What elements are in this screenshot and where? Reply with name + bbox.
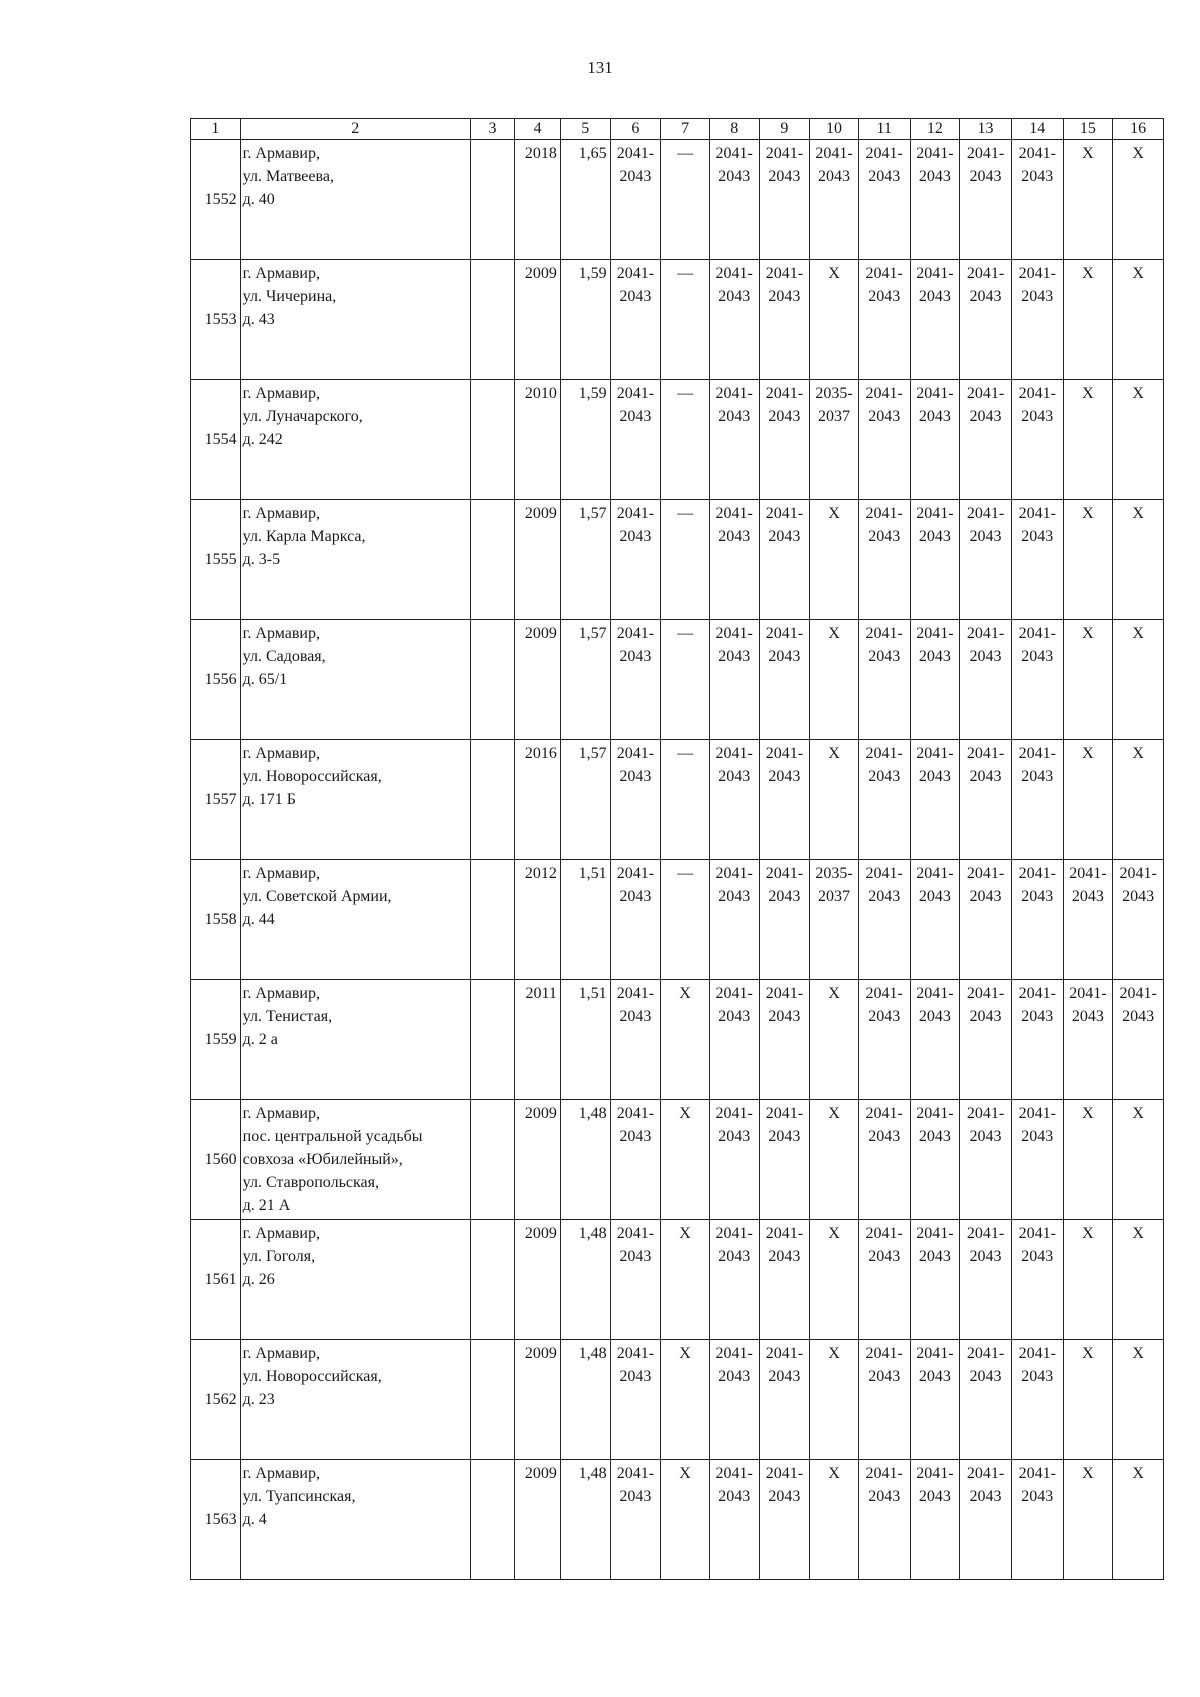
period-cell: 2041- 2043 bbox=[858, 980, 910, 1100]
period-cell: 2041- 2043 bbox=[910, 980, 960, 1100]
address-cell: г. Армавир, ул. Чичерина, д. 43 bbox=[240, 260, 470, 380]
column-header: 2 bbox=[240, 119, 470, 140]
period-cell: 2041- 2043 bbox=[1011, 380, 1063, 500]
period-cell: X bbox=[1063, 1100, 1113, 1220]
period-cell: 2041- 2043 bbox=[610, 740, 661, 860]
period-cell: 2041- 2043 bbox=[858, 620, 910, 740]
coefficient-cell: 1,59 bbox=[560, 380, 610, 500]
period-cell: 2041- 2043 bbox=[910, 260, 960, 380]
column-header: 8 bbox=[709, 119, 759, 140]
period-cell: 2041- 2043 bbox=[759, 860, 810, 980]
period-cell: X bbox=[1113, 620, 1164, 740]
period-cell: 2041- 2043 bbox=[610, 1340, 661, 1460]
period-cell: X bbox=[810, 500, 859, 620]
period-cell: 2041- 2043 bbox=[610, 260, 661, 380]
period-cell: X bbox=[810, 1460, 859, 1580]
column-header: 4 bbox=[515, 119, 561, 140]
year-cell: 2016 bbox=[515, 740, 561, 860]
row-number: 1563 bbox=[191, 1460, 241, 1580]
period-cell: 2041- 2043 bbox=[759, 380, 810, 500]
period-cell: X bbox=[1063, 500, 1113, 620]
period-cell: 2041- 2043 bbox=[610, 1100, 661, 1220]
period-cell: 2041- 2043 bbox=[759, 980, 810, 1100]
period-cell: 2041- 2043 bbox=[1113, 860, 1164, 980]
column-header: 6 bbox=[610, 119, 661, 140]
address-cell: г. Армавир, ул. Туапсинская, д. 4 bbox=[240, 1460, 470, 1580]
period-cell: 2041- 2043 bbox=[960, 860, 1012, 980]
period-cell: 2041- 2043 bbox=[910, 140, 960, 260]
coefficient-cell: 1,65 bbox=[560, 140, 610, 260]
row-number: 1555 bbox=[191, 500, 241, 620]
period-cell: 2041- 2043 bbox=[858, 860, 910, 980]
row-number: 1561 bbox=[191, 1220, 241, 1340]
coefficient-cell: 1,57 bbox=[560, 740, 610, 860]
period-cell: X bbox=[1113, 1340, 1164, 1460]
year-cell: 2010 bbox=[515, 380, 561, 500]
period-cell: 2035- 2037 bbox=[810, 380, 859, 500]
period-cell: 2041- 2043 bbox=[810, 140, 859, 260]
period-cell: 2041- 2043 bbox=[759, 1460, 810, 1580]
period-cell: X bbox=[1113, 1220, 1164, 1340]
period-cell: 2041- 2043 bbox=[709, 1220, 759, 1340]
period-cell: 2041- 2043 bbox=[960, 260, 1012, 380]
period-cell: 2041- 2043 bbox=[858, 1340, 910, 1460]
period-cell: 2041- 2043 bbox=[759, 500, 810, 620]
period-cell: — bbox=[661, 260, 710, 380]
period-cell: X bbox=[810, 620, 859, 740]
period-cell: 2041- 2043 bbox=[709, 980, 759, 1100]
row-number: 1556 bbox=[191, 620, 241, 740]
table-row bbox=[191, 1460, 1164, 1580]
empty-cell bbox=[470, 1220, 515, 1340]
period-cell: 2041- 2043 bbox=[1011, 980, 1063, 1100]
header-row bbox=[191, 119, 1164, 140]
address-cell: г. Армавир, ул. Новороссийская, д. 23 bbox=[240, 1340, 470, 1460]
year-cell: 2009 bbox=[515, 260, 561, 380]
column-header: 9 bbox=[759, 119, 810, 140]
coefficient-cell: 1,48 bbox=[560, 1220, 610, 1340]
table-row bbox=[191, 1100, 1164, 1220]
period-cell: 2041- 2043 bbox=[759, 140, 810, 260]
period-cell: 2041- 2043 bbox=[910, 860, 960, 980]
period-cell: 2041- 2043 bbox=[910, 500, 960, 620]
year-cell: 2009 bbox=[515, 620, 561, 740]
table-row bbox=[191, 740, 1164, 860]
row-number: 1557 bbox=[191, 740, 241, 860]
period-cell: 2041- 2043 bbox=[610, 500, 661, 620]
column-header: 5 bbox=[560, 119, 610, 140]
period-cell: X bbox=[810, 1100, 859, 1220]
period-cell: 2041- 2043 bbox=[1063, 860, 1113, 980]
period-cell: 2041- 2043 bbox=[610, 140, 661, 260]
period-cell: 2041- 2043 bbox=[960, 1100, 1012, 1220]
period-cell: — bbox=[661, 620, 710, 740]
period-cell: X bbox=[661, 1220, 710, 1340]
column-header: 1 bbox=[191, 119, 241, 140]
empty-cell bbox=[470, 1340, 515, 1460]
column-header: 14 bbox=[1011, 119, 1063, 140]
year-cell: 2009 bbox=[515, 1100, 561, 1220]
period-cell: 2041- 2043 bbox=[1011, 1460, 1063, 1580]
period-cell: 2041- 2043 bbox=[709, 260, 759, 380]
period-cell: 2041- 2043 bbox=[960, 140, 1012, 260]
period-cell: 2041- 2043 bbox=[960, 980, 1012, 1100]
column-header: 7 bbox=[661, 119, 710, 140]
empty-cell bbox=[470, 1100, 515, 1220]
period-cell: 2041- 2043 bbox=[910, 1460, 960, 1580]
period-cell: X bbox=[1113, 260, 1164, 380]
period-cell: 2041- 2043 bbox=[709, 620, 759, 740]
year-cell: 2009 bbox=[515, 500, 561, 620]
period-cell: X bbox=[1063, 620, 1113, 740]
period-cell: X bbox=[1113, 140, 1164, 260]
period-cell: 2041- 2043 bbox=[960, 1340, 1012, 1460]
year-cell: 2009 bbox=[515, 1220, 561, 1340]
coefficient-cell: 1,57 bbox=[560, 620, 610, 740]
period-cell: 2041- 2043 bbox=[858, 140, 910, 260]
period-cell: 2041- 2043 bbox=[1011, 1340, 1063, 1460]
period-cell: 2041- 2043 bbox=[759, 1220, 810, 1340]
period-cell: 2041- 2043 bbox=[759, 740, 810, 860]
period-cell: 2041- 2043 bbox=[858, 380, 910, 500]
page-number: 131 bbox=[587, 58, 613, 77]
period-cell: 2041- 2043 bbox=[910, 620, 960, 740]
address-cell: г. Армавир, ул. Матвеева, д. 40 bbox=[240, 140, 470, 260]
empty-cell bbox=[470, 260, 515, 380]
period-cell: X bbox=[661, 1460, 710, 1580]
year-cell: 2009 bbox=[515, 1340, 561, 1460]
period-cell: 2041- 2043 bbox=[960, 380, 1012, 500]
period-cell: 2041- 2043 bbox=[1011, 500, 1063, 620]
table-row bbox=[191, 1340, 1164, 1460]
period-cell: 2041- 2043 bbox=[858, 260, 910, 380]
period-cell: — bbox=[661, 500, 710, 620]
address-cell: г. Армавир, ул. Новороссийская, д. 171 Б bbox=[240, 740, 470, 860]
period-cell: 2041- 2043 bbox=[709, 500, 759, 620]
coefficient-cell: 1,48 bbox=[560, 1340, 610, 1460]
empty-cell bbox=[470, 380, 515, 500]
period-cell: 2041- 2043 bbox=[960, 500, 1012, 620]
row-number: 1562 bbox=[191, 1340, 241, 1460]
table-row bbox=[191, 1220, 1164, 1340]
empty-cell bbox=[470, 140, 515, 260]
address-cell: г. Армавир, ул. Садовая, д. 65/1 bbox=[240, 620, 470, 740]
period-cell: — bbox=[661, 860, 710, 980]
year-cell: 2009 bbox=[515, 1460, 561, 1580]
period-cell: 2041- 2043 bbox=[709, 1460, 759, 1580]
coefficient-cell: 1,51 bbox=[560, 980, 610, 1100]
period-cell: 2041- 2043 bbox=[709, 860, 759, 980]
period-cell: 2041- 2043 bbox=[610, 1460, 661, 1580]
table-row bbox=[191, 500, 1164, 620]
period-cell: 2041- 2043 bbox=[910, 380, 960, 500]
period-cell: 2035- 2037 bbox=[810, 860, 859, 980]
empty-cell bbox=[470, 620, 515, 740]
year-cell: 2011 bbox=[515, 980, 561, 1100]
period-cell: 2041- 2043 bbox=[610, 860, 661, 980]
period-cell: 2041- 2043 bbox=[910, 1340, 960, 1460]
period-cell: 2041- 2043 bbox=[960, 1460, 1012, 1580]
column-header: 10 bbox=[810, 119, 859, 140]
coefficient-cell: 1,57 bbox=[560, 500, 610, 620]
period-cell: 2041- 2043 bbox=[759, 1100, 810, 1220]
period-cell: X bbox=[1063, 380, 1113, 500]
empty-cell bbox=[470, 980, 515, 1100]
period-cell: X bbox=[810, 980, 859, 1100]
period-cell: X bbox=[1063, 1460, 1113, 1580]
period-cell: 2041- 2043 bbox=[709, 380, 759, 500]
period-cell: 2041- 2043 bbox=[1113, 980, 1164, 1100]
period-cell: 2041- 2043 bbox=[610, 620, 661, 740]
empty-cell bbox=[470, 1460, 515, 1580]
period-cell: 2041- 2043 bbox=[1063, 980, 1113, 1100]
period-cell: 2041- 2043 bbox=[610, 380, 661, 500]
period-cell: X bbox=[1113, 740, 1164, 860]
table-row bbox=[191, 860, 1164, 980]
empty-cell bbox=[470, 740, 515, 860]
row-number: 1552 bbox=[191, 140, 241, 260]
period-cell: X bbox=[1063, 1220, 1113, 1340]
period-cell: X bbox=[661, 980, 710, 1100]
period-cell: 2041- 2043 bbox=[910, 1220, 960, 1340]
address-cell: г. Армавир, пос. центральной усадьбы совхоза «Юбилейный», ул. Ставропольская, д. 21 А bbox=[240, 1100, 470, 1220]
period-cell: 2041- 2043 bbox=[960, 1220, 1012, 1340]
period-cell: X bbox=[661, 1340, 710, 1460]
year-cell: 2018 bbox=[515, 140, 561, 260]
address-cell: г. Армавир, ул. Карла Маркса, д. 3-5 bbox=[240, 500, 470, 620]
empty-cell bbox=[470, 860, 515, 980]
column-header: 3 bbox=[470, 119, 515, 140]
column-header: 15 bbox=[1063, 119, 1113, 140]
period-cell: X bbox=[1113, 1100, 1164, 1220]
table-row bbox=[191, 140, 1164, 260]
column-header: 13 bbox=[960, 119, 1012, 140]
period-cell: 2041- 2043 bbox=[759, 1340, 810, 1460]
period-cell: X bbox=[1113, 380, 1164, 500]
period-cell: — bbox=[661, 140, 710, 260]
period-cell: 2041- 2043 bbox=[858, 1100, 910, 1220]
period-cell: X bbox=[810, 740, 859, 860]
address-cell: г. Армавир, ул. Тенистая, д. 2 а bbox=[240, 980, 470, 1100]
period-cell: 2041- 2043 bbox=[759, 260, 810, 380]
period-cell: — bbox=[661, 740, 710, 860]
period-cell: 2041- 2043 bbox=[1011, 860, 1063, 980]
table-row bbox=[191, 380, 1164, 500]
period-cell: 2041- 2043 bbox=[709, 140, 759, 260]
period-cell: 2041- 2043 bbox=[858, 740, 910, 860]
period-cell: 2041- 2043 bbox=[610, 980, 661, 1100]
period-cell: X bbox=[661, 1100, 710, 1220]
period-cell: 2041- 2043 bbox=[709, 740, 759, 860]
column-header: 11 bbox=[858, 119, 910, 140]
period-cell: 2041- 2043 bbox=[759, 620, 810, 740]
period-cell: 2041- 2043 bbox=[858, 1220, 910, 1340]
period-cell: X bbox=[1063, 740, 1113, 860]
column-header: 12 bbox=[910, 119, 960, 140]
row-number: 1554 bbox=[191, 380, 241, 500]
table-row bbox=[191, 620, 1164, 740]
coefficient-cell: 1,51 bbox=[560, 860, 610, 980]
period-cell: 2041- 2043 bbox=[709, 1340, 759, 1460]
period-cell: X bbox=[1113, 1460, 1164, 1580]
address-cell: г. Армавир, ул. Луначарского, д. 242 bbox=[240, 380, 470, 500]
period-cell: 2041- 2043 bbox=[1011, 260, 1063, 380]
period-cell: X bbox=[1113, 500, 1164, 620]
period-cell: 2041- 2043 bbox=[960, 740, 1012, 860]
period-cell: X bbox=[810, 260, 859, 380]
address-cell: г. Армавир, ул. Советской Армии, д. 44 bbox=[240, 860, 470, 980]
period-cell: 2041- 2043 bbox=[610, 1220, 661, 1340]
year-cell: 2012 bbox=[515, 860, 561, 980]
period-cell: 2041- 2043 bbox=[910, 1100, 960, 1220]
period-cell: 2041- 2043 bbox=[910, 740, 960, 860]
period-cell: 2041- 2043 bbox=[1011, 620, 1063, 740]
period-cell: 2041- 2043 bbox=[858, 1460, 910, 1580]
row-number: 1560 bbox=[191, 1100, 241, 1220]
period-cell: 2041- 2043 bbox=[858, 500, 910, 620]
period-cell: X bbox=[1063, 140, 1113, 260]
period-cell: 2041- 2043 bbox=[1011, 740, 1063, 860]
table-row bbox=[191, 260, 1164, 380]
period-cell: X bbox=[1063, 1340, 1113, 1460]
period-cell: X bbox=[810, 1340, 859, 1460]
column-header: 16 bbox=[1113, 119, 1164, 140]
coefficient-cell: 1,48 bbox=[560, 1100, 610, 1220]
period-cell: X bbox=[810, 1220, 859, 1340]
period-cell: 2041- 2043 bbox=[1011, 1100, 1063, 1220]
period-cell: — bbox=[661, 380, 710, 500]
period-cell: 2041- 2043 bbox=[960, 620, 1012, 740]
empty-cell bbox=[470, 500, 515, 620]
table-row bbox=[191, 980, 1164, 1100]
row-number: 1559 bbox=[191, 980, 241, 1100]
period-cell: 2041- 2043 bbox=[1011, 1220, 1063, 1340]
coefficient-cell: 1,59 bbox=[560, 260, 610, 380]
coefficient-cell: 1,48 bbox=[560, 1460, 610, 1580]
period-cell: 2041- 2043 bbox=[1011, 140, 1063, 260]
address-cell: г. Армавир, ул. Гоголя, д. 26 bbox=[240, 1220, 470, 1340]
data-table bbox=[190, 118, 1164, 1580]
row-number: 1558 bbox=[191, 860, 241, 980]
row-number: 1553 bbox=[191, 260, 241, 380]
period-cell: X bbox=[1063, 260, 1113, 380]
period-cell: 2041- 2043 bbox=[709, 1100, 759, 1220]
